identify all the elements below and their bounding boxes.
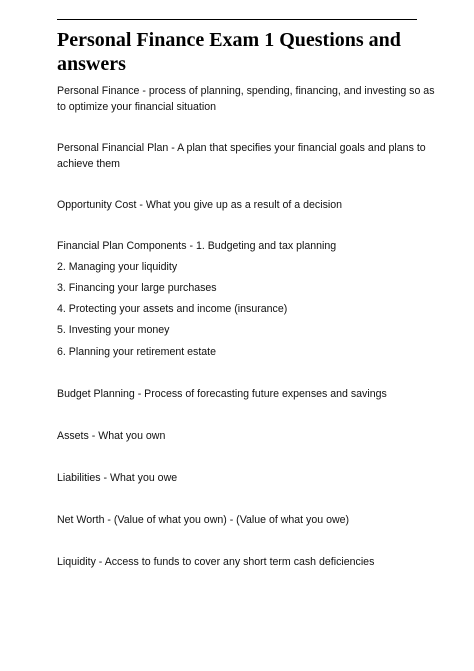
top-rule xyxy=(57,19,417,20)
entry-personal-finance: Personal Finance - process of planning, spending, financing, and investing so as to optimize your financial situation xyxy=(57,85,435,113)
entry-opportunity-cost: Opportunity Cost - What you give up as a result of a decision xyxy=(57,199,342,211)
entry-assets: Assets - What you own xyxy=(57,430,166,442)
entry-budget-planning: Budget Planning - Process of forecasting future expenses and savings xyxy=(57,388,387,400)
entry-net-worth: Net Worth - (Value of what you own) - (Value of what you owe) xyxy=(57,514,350,526)
list-item-5: 5. Investing your money xyxy=(57,324,170,336)
entry-liquidity: Liquidity - Access to funds to cover any short term cash deficiencies xyxy=(57,556,375,568)
list-item-6: 6. Planning your retirement estate xyxy=(57,346,216,358)
list-item-3: 3. Financing your large purchases xyxy=(57,282,217,294)
list-item-2: 2. Managing your liquidity xyxy=(57,261,178,273)
entry-financial-plan-components: Financial Plan Components - 1. Budgeting and tax planning xyxy=(57,240,337,252)
entry-personal-financial-plan: Personal Financial Plan - A plan that specifies your financial goals and plans to achieve them xyxy=(57,142,426,170)
entry-liabilities: Liabilities - What you owe xyxy=(57,472,178,484)
list-item-4: 4. Protecting your assets and income (insurance) xyxy=(57,303,288,315)
document-title: Personal Finance Exam 1 Questions and answers xyxy=(57,29,401,75)
